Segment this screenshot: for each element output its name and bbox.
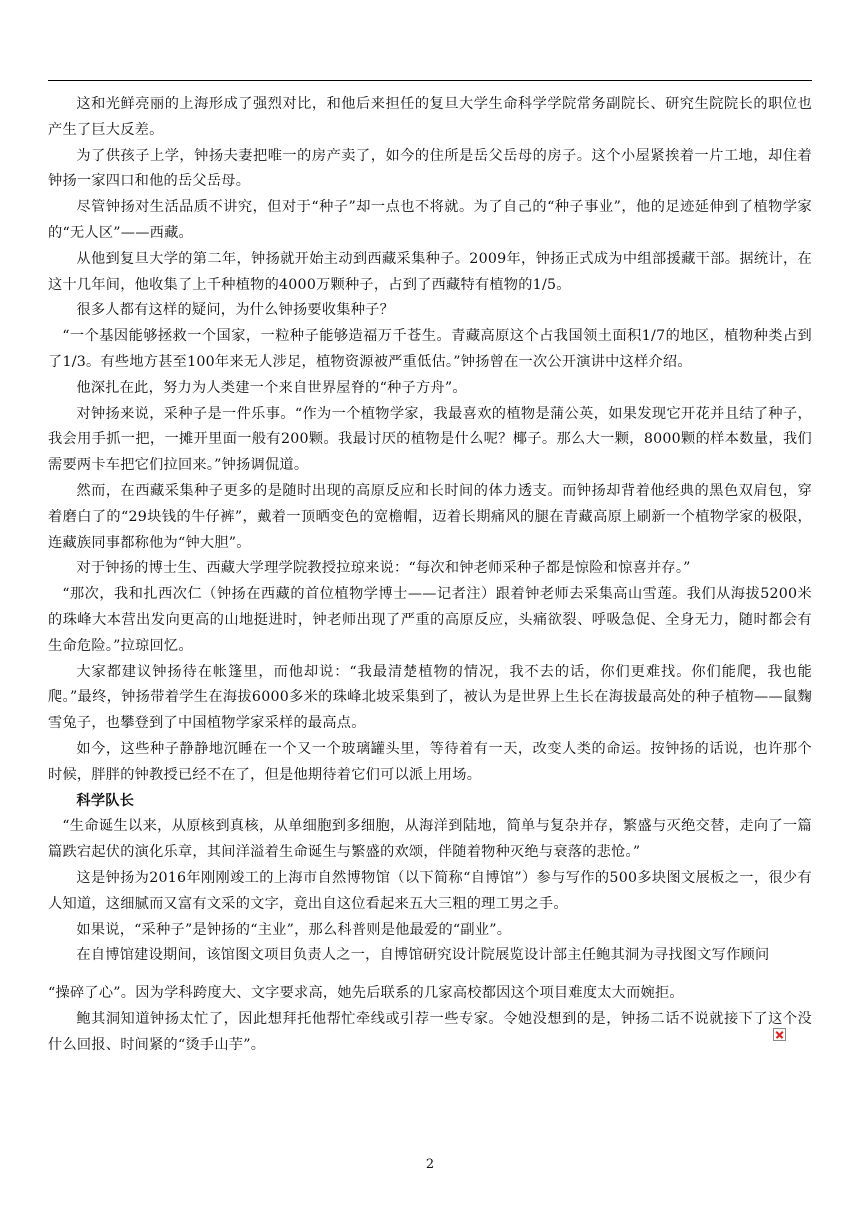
paragraph: 为了供孩子上学，钟扬夫妻把唯一的房产卖了，如今的住所是岳父岳母的房子。这个小屋紧挨着一片工地，却住着钟扬一家四口和他的岳父岳母。 [48, 147, 812, 190]
paragraph: 鲍其洞知道钟扬太忙了，因此想拜托他帮忙牵线或引荐一些专家。令她没想到的是，钟扬二话不说就接下了这个没什么回报、时间紧的“烫手山芋”。 [48, 1010, 812, 1053]
paragraph: 然而，在西藏采集种子更多的是随时出现的高原反应和长时间的体力透支。而钟扬却背着他经典的黑色双肩包，穿着磨白了的“29块钱的牛仔裤”，戴着一顶晒变色的宽檐帽，迈着长期痛风的腿在青藏高原上刷新一个植物学家的极限，连藏族同事都称他为“钟大胆”。 [48, 482, 812, 551]
header-rule [48, 80, 812, 81]
quote-paragraph: “那次，我和扎西次仁（钟扬在西藏的首位植物学博士——记者注）跟着钟老师去采集高山雪莲。我们从海拔5200米的珠峰大本营出发向更高的山地挺进时，钟老师出现了严重的高原反应，头痛欲裂、呼吸急促、全身无力，随时都会有生命危险。”拉琼回忆。 [48, 586, 812, 654]
paragraph: 他深扎在此，努力为人类建一个来自世界屋脊的“种子方舟”。 [76, 379, 467, 396]
section-heading: 科学队长 [76, 792, 135, 809]
paragraph-continuation: “操碎了心”。因为学科跨度大、文字要求高，她先后联系的几家高校都因这个项目难度太大而婉拒。 [48, 985, 684, 1002]
paragraph: 从他到复旦大学的第二年，钟扬就开始主动到西藏采集种子。2009年，钟扬正式成为中组部援藏干部。据统计，在这十几年间，他收集了上千种植物的4000万颗种子，占到了西藏特有植物的1/5。 [48, 250, 812, 293]
paragraph: 这是钟扬为2016年刚刚竣工的上海市自然博物馆（以下简称“自博馆”）参与写作的500多块图文展板之一，很少有人知道，这细腻而又富有文采的文字，竟出自这位看起来五大三粗的理工男之手。 [48, 869, 812, 912]
paragraph: 这和光鲜亮丽的上海形成了强烈对比，和他后来担任的复旦大学生命科学学院常务副院长、研究生院院长的职位也产生了巨大反差。 [48, 96, 812, 138]
paragraph: 对钟扬来说，采种子是一件乐事。“作为一个植物学家，我最喜欢的植物是蒲公英，如果发现它开花并且结了种子，我会用手抓一把，一摊开里面一般有200颗。我最讨厌的植物是什么呢？椰子。那么大一颗，8000颗的样本数量，我们需要两卡车把它们拉回来。”钟扬调侃道。 [48, 405, 812, 474]
paragraph: 尽管钟扬对生活品质不讲究，但对于“种子”却一点也不将就。为了自己的“种子事业”，他的足迹延伸到了植物学家的“无人区”——西藏。 [48, 199, 812, 241]
paragraph: 如今，这些种子静静地沉睡在一个又一个玻璃罐头里，等待着有一天，改变人类的命运。按钟扬的话说，也许那个时候，胖胖的钟教授已经不在了，但是他期待着它们可以派上用场。 [48, 740, 812, 783]
paragraph: 很多人都有这样的疑问，为什么钟扬要收集种子？ [76, 302, 395, 319]
paragraph: 大家都建议钟扬待在帐篷里，而他却说：“我最清楚植物的情况，我不去的话，你们更难找。你们能爬，我也能爬。”最终，钟扬带着学生在海拔6000多米的珠峰北坡采集到了，被认为是世界上生长在海拔最高处的种子植物——鼠麴雪兔子，也攀登到了中国植物学家采样的最高点。 [48, 663, 812, 732]
paragraph: 对于钟扬的博士生、西藏大学理学院教授拉琼来说：“每次和钟老师采种子都是惊险和惊喜并存。” [76, 560, 691, 577]
article-body [48, 92, 812, 1058]
quote-paragraph: “一个基因能够拯救一个国家，一粒种子能够造福万千苍生。青藏高原这个占我国领土面积1/7的地区，植物种类占到了1/3。有些地方甚至100年来无人涉足，植物资源被严重低估。”钟扬曾在一次公开演讲中这样介绍。 [48, 328, 812, 370]
page-number: 2 [425, 1157, 435, 1172]
broken-image-icon [773, 1028, 786, 1041]
quote-paragraph: “生命诞生以来，从原核到真核，从单细胞到多细胞，从海洋到陆地，简单与复杂并存，繁盛与灭绝交替，走向了一篇篇跌宕起伏的演化乐章，其间洋溢着生命诞生与繁盛的欢颂，伴随着物种灭绝与衰落的悲怆。” [48, 818, 812, 861]
paragraph: 在自博馆建设期间，该馆图文项目负责人之一，自博馆研究设计院展览设计部主任鲍其洞为寻找图文写作顾问 [76, 947, 770, 964]
paragraph: 如果说，“采种子”是钟扬的“主业”，那么科普则是他最爱的“副业”。 [76, 921, 512, 938]
